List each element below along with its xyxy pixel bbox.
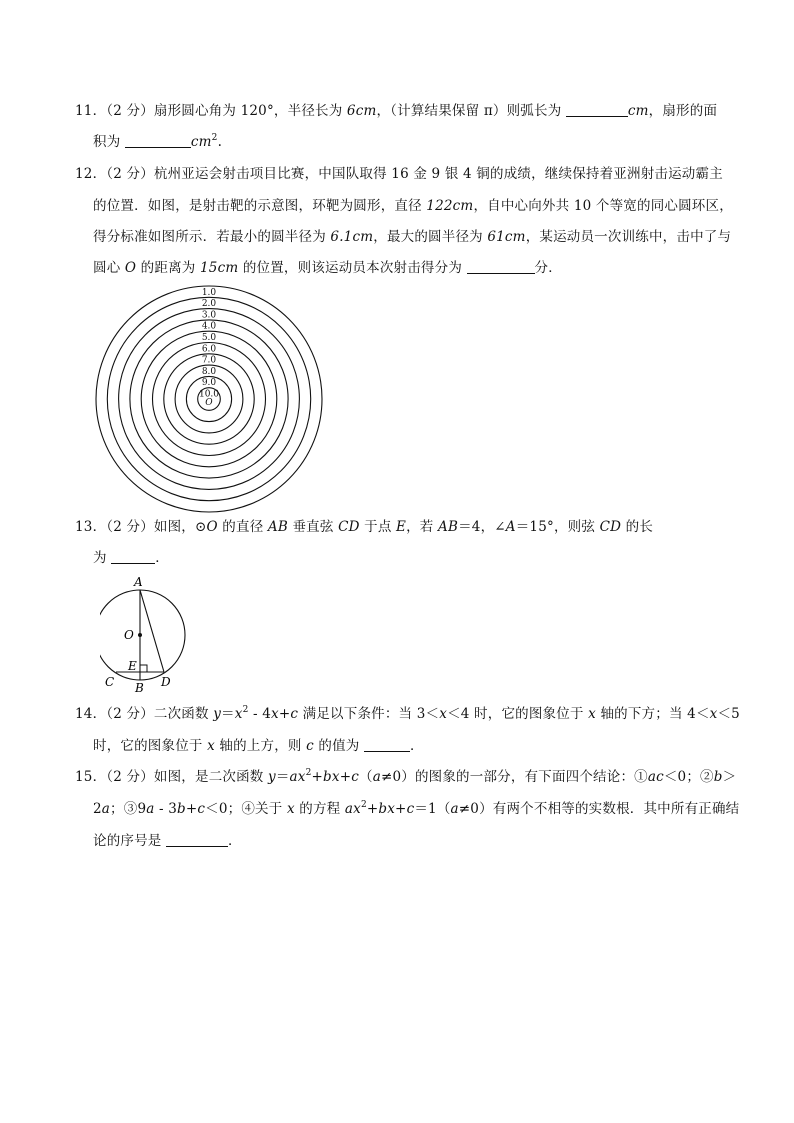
ring-score-label: 4.0 (201, 321, 217, 332)
q11-text: ，（计算结果保留 π）则弧长为 (376, 103, 566, 119)
q14-text: 满足以下条件：当 3＜ (298, 706, 440, 722)
q13-text: ． (155, 550, 169, 566)
q15-text: ＝ (275, 769, 290, 785)
q13-text: 为 (93, 550, 112, 566)
q11-unit: cm (627, 103, 649, 119)
q15-var: bx (323, 769, 340, 785)
q14-var: x (709, 706, 718, 722)
q13-line-1 (75, 518, 653, 536)
label-d: D (161, 675, 171, 689)
answer-blank[interactable] (111, 549, 155, 564)
q15-var: c (406, 801, 415, 817)
q13-text: ，若 (406, 519, 438, 535)
answer-blank[interactable] (166, 832, 228, 847)
q13-text: ＝15°，则弦 (515, 519, 600, 535)
q12-line-3 (93, 228, 731, 246)
q12-text: 得分标准如图所示．若最小的圆半径为 (93, 229, 331, 245)
q15-text: ；③9 (110, 801, 147, 817)
label-o: O (124, 628, 134, 642)
answer-blank[interactable] (125, 133, 191, 148)
q12-text: 的位置．如图，是射击靶的示意图，环靶为圆形，直径 (93, 198, 427, 214)
q15-text: - 3 (154, 801, 178, 817)
ring-score-label: 8.0 (201, 366, 217, 377)
q15-text: + (339, 769, 352, 785)
ring-score-label: 3.0 (201, 310, 217, 321)
chord-ad (140, 590, 164, 672)
q15-var: x (286, 801, 295, 817)
q14-line-2 (93, 737, 424, 755)
q15-sup: 2 (305, 768, 312, 778)
q14-text: ． (409, 738, 424, 754)
q15-text: + (185, 801, 198, 817)
q13-text: 于点 (359, 519, 397, 535)
q14-var: y (213, 706, 222, 722)
q15-text: ≠0）的图象的一部分，有下面四个结论：① (380, 769, 648, 785)
q13-text: ＝4，∠ (458, 519, 506, 535)
q14-text: - 4 (248, 706, 272, 722)
target-figure (94, 284, 324, 514)
q12-min-radius: 6.1cm (330, 229, 374, 245)
q15-var: a (146, 801, 155, 817)
q15-line-3 (93, 832, 242, 850)
q15-var: a (101, 801, 111, 817)
q15-text: 的方程 (294, 801, 345, 817)
q13-text: 的直径 (217, 519, 268, 535)
q15-text: + (395, 801, 407, 817)
ring-score-label: 7.0 (201, 355, 217, 366)
answer-blank[interactable] (364, 737, 410, 752)
q12-text: 分． (534, 260, 562, 276)
circle-figure (100, 574, 196, 696)
q12-text: ，最大的圆半径为 (373, 229, 488, 245)
q15-text: ＝1（ (414, 801, 451, 817)
q15-text: 2 (93, 801, 102, 817)
q15-var: ax (289, 769, 306, 785)
q11-text: . (217, 134, 223, 150)
right-angle-mark (140, 665, 147, 672)
q11-text: 积为 (93, 134, 125, 150)
q11-unit-sup: 2 (211, 133, 218, 143)
q13-text: 13．（2 分）如图，⊙ (75, 519, 207, 535)
q15-line-2 (93, 800, 739, 818)
q14-var: x (207, 738, 215, 754)
q14-sup: 2 (242, 705, 249, 715)
answer-blank[interactable] (566, 102, 628, 117)
ring-score-label: 10.0 (198, 389, 220, 400)
label-a: A (134, 575, 143, 589)
q12-center: O (124, 260, 137, 276)
q15-var: a (450, 801, 459, 817)
q14-text: 的值为 (313, 738, 364, 754)
q12-text: 12．（2 分）杭州亚运会射击项目比赛，中国队取得 16 金 9 银 4 铜的成绩，继续保持着亚洲射击运动霸主 (75, 166, 723, 182)
q14-text: ＜5 (717, 706, 740, 722)
q11-line-2 (93, 133, 222, 151)
q14-text: 轴的上方，则 (214, 738, 307, 754)
q12-diameter: 122cm (426, 198, 474, 214)
q15-var: y (268, 769, 276, 785)
label-e: E (128, 659, 137, 673)
q15-var: a (372, 769, 381, 785)
q13-var: O (206, 519, 218, 535)
q14-var: x (234, 706, 243, 722)
q15-sup: 2 (360, 800, 367, 810)
q12-max-radius: 61cm (487, 229, 526, 245)
q14-text: 轴的下方；当 4＜ (595, 706, 710, 722)
label-b: B (135, 681, 144, 695)
q12-text: ，自中心向外共 10 个等宽的同心圆环区， (473, 198, 733, 214)
q12-text: ，某运动员一次训练中，击中了与 (525, 229, 732, 245)
q11-unit: cm (190, 134, 212, 150)
q15-text: + (311, 769, 324, 785)
q12-text: 的距离为 (136, 260, 200, 276)
q14-var: x (588, 706, 596, 722)
q14-text: 时，它的图象位于 (93, 738, 208, 754)
q14-var: c (290, 706, 299, 722)
q13-text: 垂直弦 (287, 519, 339, 535)
label-c: C (105, 675, 115, 689)
q11-text: ，扇形的面 (648, 103, 718, 119)
q15-var: c (351, 769, 359, 785)
q14-var: x (439, 706, 448, 722)
q14-text: 14．（2 分）二次函数 (75, 706, 214, 722)
q15-text: ＜0；④关于 (205, 801, 287, 817)
ring-score-label: 6.0 (201, 344, 217, 355)
q15-var: c (197, 801, 206, 817)
q12-text: 的位置，则该运动员本次射击得分为 (238, 260, 467, 276)
q11-radius: 6cm (346, 103, 377, 119)
q11-text: 11．（2 分）扇形圆心角为 120°，半径长为 (75, 103, 347, 119)
q15-text: ≠0）有两个不相等的实数根．其中所有正确结 (458, 801, 740, 817)
q13-text: 的长 (621, 519, 654, 535)
q15-var: ax (344, 801, 361, 817)
q13-var: CD (599, 519, 622, 535)
q13-var: AB (267, 519, 288, 535)
q15-text: ＞ (722, 769, 737, 785)
q15-text: 15．（2 分）如图，是二次函数 (75, 769, 268, 785)
q15-text: ＜0；② (663, 769, 714, 785)
q15-var: b (177, 801, 186, 817)
q13-line-2 (93, 549, 169, 567)
q15-text: 论的序号是 (93, 833, 166, 849)
ring-score-label: 1.0 (201, 287, 217, 298)
q13-var: CD (338, 519, 360, 535)
q13-var: A (505, 519, 516, 535)
q14-text: ＜4 时，它的图象位于 (447, 706, 589, 722)
q12-distance: 15cm (199, 260, 239, 276)
q14-line-1 (75, 705, 740, 723)
ring-score-label: 9.0 (201, 378, 217, 389)
q14-text: + (278, 706, 291, 722)
q12-line-2 (93, 197, 733, 215)
answer-blank[interactable] (467, 259, 535, 274)
center-o-label: O (205, 398, 213, 408)
q15-var: bx (378, 801, 396, 817)
q14-text: ＝ (221, 706, 235, 722)
center-point (138, 633, 142, 637)
q15-line-1 (75, 768, 736, 786)
ring-score-label: 2.0 (201, 299, 217, 310)
q12-text: 圆心 (93, 260, 125, 276)
q14-var: c (306, 738, 314, 754)
q12-line-4 (93, 259, 562, 277)
ring-score-label: 5.0 (201, 333, 217, 344)
q13-var: E (396, 519, 407, 535)
circle-o (100, 590, 185, 680)
q11-line-1 (75, 102, 717, 120)
q15-text: + (366, 801, 379, 817)
q15-text: （ (358, 769, 373, 785)
q14-var: x (271, 706, 279, 722)
q15-var: b (713, 769, 723, 785)
q15-text: ． (228, 833, 242, 849)
q13-var: AB (438, 519, 459, 535)
q15-var: ac (647, 769, 664, 785)
q12-line-1 (75, 165, 723, 183)
